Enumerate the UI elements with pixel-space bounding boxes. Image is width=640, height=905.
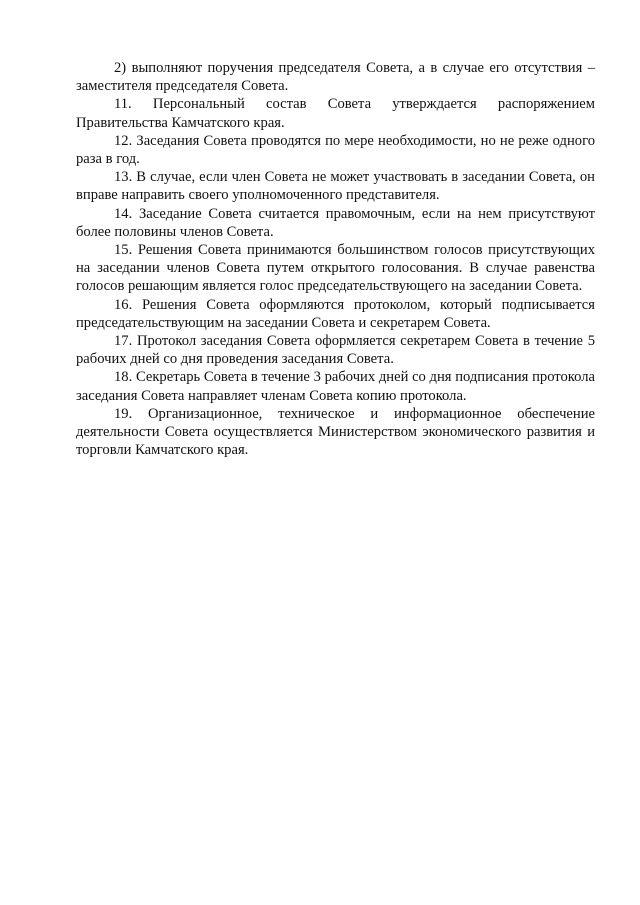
paragraph-14: 14. Заседание Совета считается правомочным, если на нем присутствуют более половины членов Совета. xyxy=(76,205,595,240)
paragraph-16: 16. Решения Совета оформляются протоколом, который подписывается председательствующим на заседании Совета и секретарем Совета. xyxy=(76,296,595,331)
paragraph-19: 19. Организационное, техническое и информационное обеспечение деятельности Совета осуществляется Министерством экономического развития и торговли Камчатского края. xyxy=(76,405,595,459)
paragraph-13: 13. В случае, если член Совета не может участвовать в заседании Совета, он вправе направить своего уполномоченного представителя. xyxy=(76,169,595,204)
document-body xyxy=(76,59,595,459)
paragraph-12: 12. Заседания Совета проводятся по мере необходимости, но не реже одного раза в год. xyxy=(76,132,595,168)
paragraph-15: 15. Решения Совета принимаются большинством голосов присутствующих на заседании членов Совета путем открытого голосования. В случае равенства голосов решающим является голос председательствующего на заседании Совета. xyxy=(76,242,595,295)
paragraph-18: 18. Секретарь Совета в течение 3 рабочих дней со дня подписания протокола заседания Совета направляет членам Совета копию протокола. xyxy=(76,369,595,404)
paragraph-17: 17. Протокол заседания Совета оформляется секретарем Совета в течение 5 рабочих дней со дня проведения заседания Совета. xyxy=(76,333,595,368)
paragraph-item-2: 2) выполняют поручения председателя Совета, а в случае его отсутствия – заместителя председателя Совета. xyxy=(76,60,595,95)
paragraph-11: 11. Персональный состав Совета утверждается распоряжением Правительства Камчатского края. xyxy=(76,96,595,131)
